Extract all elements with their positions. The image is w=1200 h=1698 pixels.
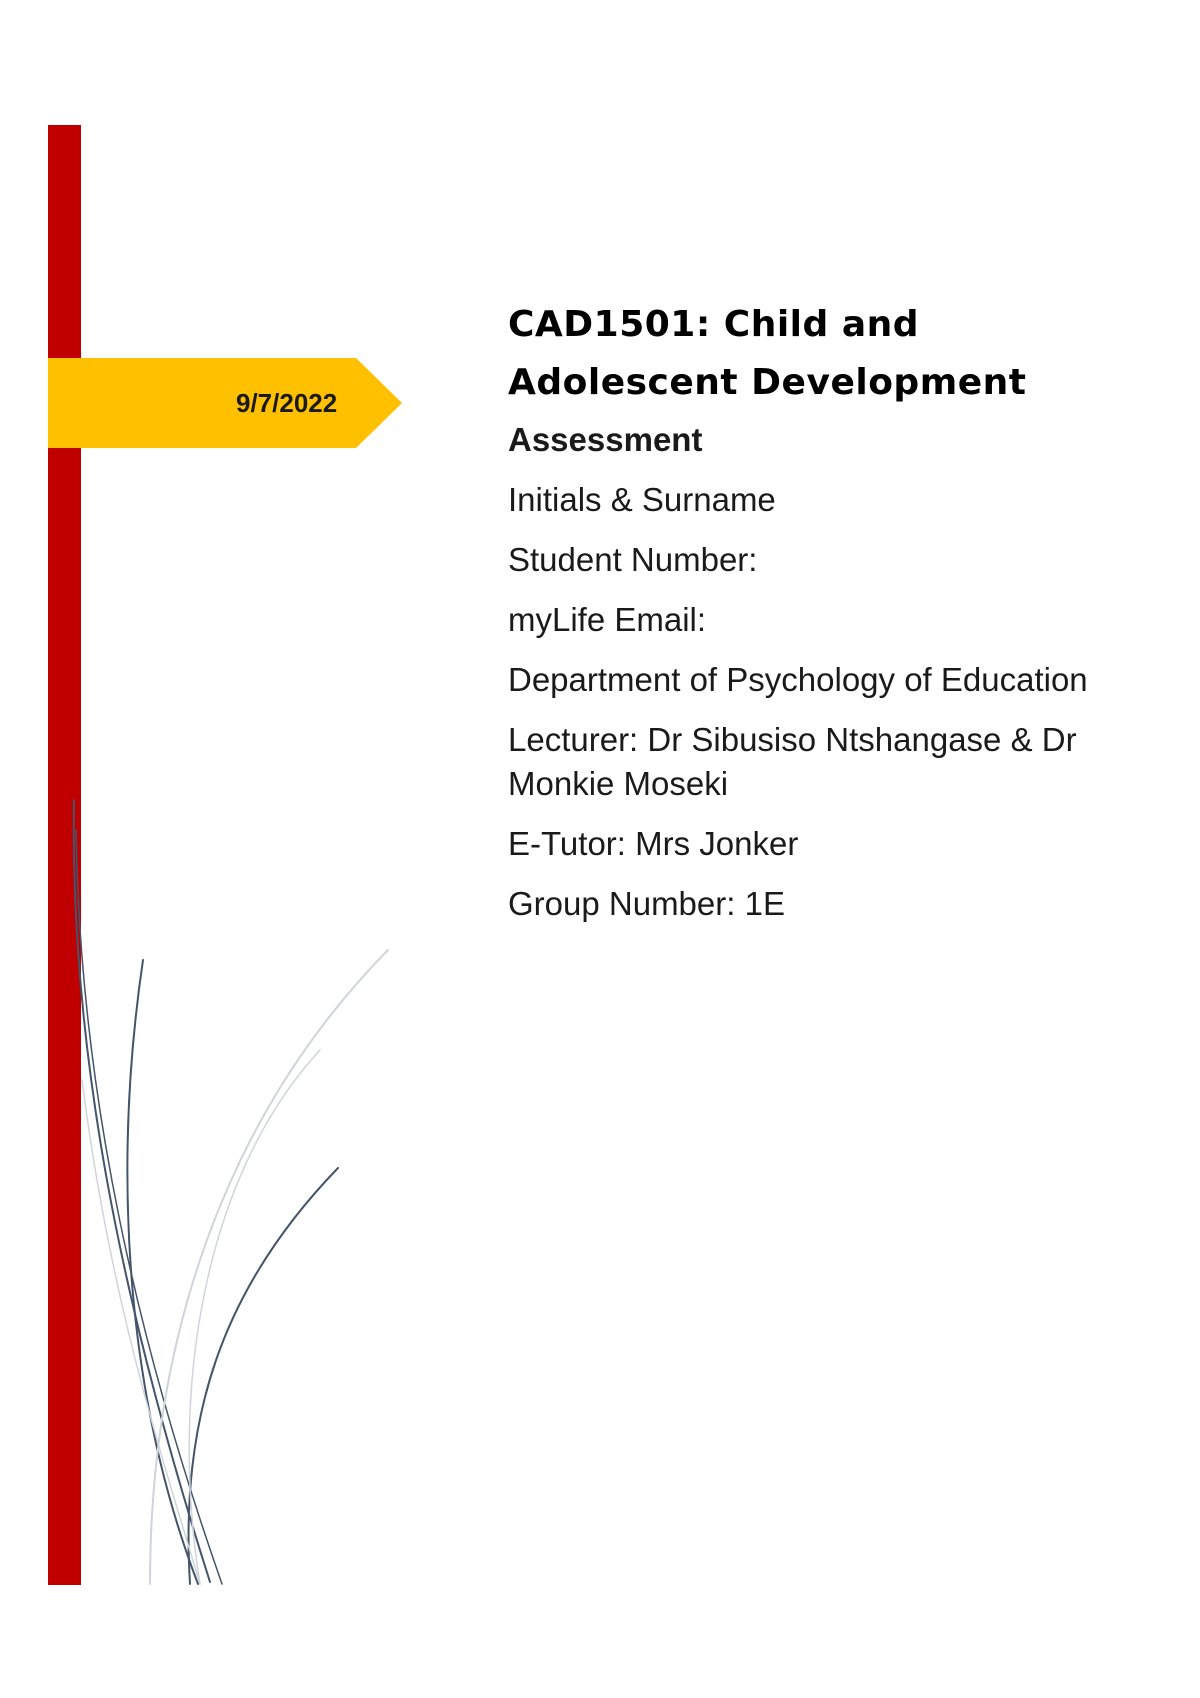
decorative-curves: [0, 0, 420, 1600]
document-title: CAD1501: Child and Adolescent Development: [508, 304, 1027, 403]
field-student-number: Student Number:: [508, 541, 758, 578]
cover-content: [508, 296, 1148, 926]
field-group-number: Group Number: 1E: [508, 885, 785, 922]
document-subtitle: Assessment: [508, 421, 703, 458]
date-label: 9/7/2022: [236, 388, 338, 418]
field-e-tutor: E-Tutor: Mrs Jonker: [508, 825, 799, 862]
field-mylife-email: myLife Email:: [508, 601, 707, 638]
field-department: Department of Psychology of Education: [508, 661, 1088, 698]
field-initials-surname: Initials & Surname: [508, 481, 776, 518]
field-lecturer: Lecturer: Dr Sibusiso Ntshangase & Dr Monkie Moseki: [508, 721, 1077, 802]
